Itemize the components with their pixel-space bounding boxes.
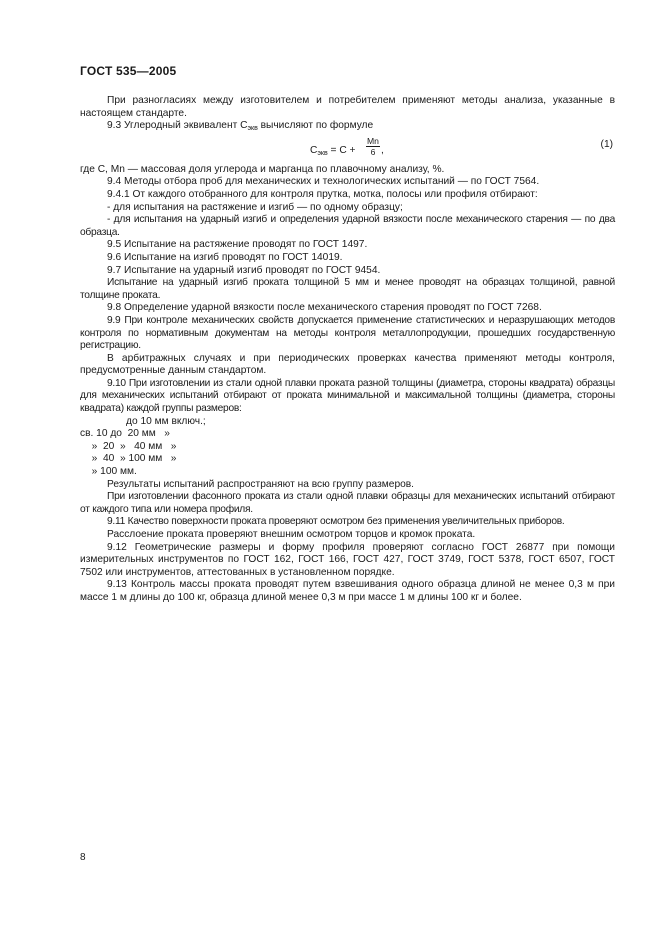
formula-symbol: С bbox=[310, 144, 318, 156]
formula-denominator: 6 bbox=[370, 146, 376, 157]
paragraph: где С, Mn — массовая доля углерода и марганца по плавочному анализу, %. bbox=[80, 163, 445, 175]
paragraph-9-12: 9.12 Геометрические размеры и форму профиля проверяют согласно ГОСТ 26877 при помощи измерительных инструментов по ГОСТ 162, ГОСТ 166, ГОСТ 427, ГОСТ 3749, ГОСТ 5378, ГОСТ 6507, ГОСТ 7502 или инструментов, аттестованных в установленном порядке. bbox=[80, 541, 615, 578]
paragraph-9-4: 9.4 Методы отбора проб для механических и технологических испытаний — по ГОСТ 7564. bbox=[107, 176, 540, 188]
size-group: до 10 мм включ.; bbox=[126, 415, 206, 427]
paragraph-9-5: 9.5 Испытание на растяжение проводят по ГОСТ 1497. bbox=[107, 239, 368, 251]
paragraph: В арбитражных случаях и при периодических проверках качества применяют методы контроля, предусмотренные данным стандартом. bbox=[80, 352, 615, 377]
text-span: вычисляют по формуле bbox=[257, 120, 374, 132]
paragraph-9-9: 9.9 При контроле механических свойств допускается применение статистических и неразрушающих методов контроля по нормативным документам на методы контроля металлопродукции, прошедших государственную регистрацию. bbox=[80, 314, 615, 352]
paragraph-9-7: 9.7 Испытание на ударный изгиб проводят по ГОСТ 9454. bbox=[107, 264, 381, 276]
size-group: » 40 » 100 мм » bbox=[86, 453, 177, 465]
document-header: ГОСТ 535—2005 bbox=[80, 64, 177, 78]
formula-1 bbox=[80, 136, 615, 164]
paragraph-9-10: 9.10 При изготовлении из стали одной плавки проката разной толщины (диаметра, стороны квадрата) образцы для механических испытаний отбирают от проката минимальной и максимальной толщины (диаметра, стороны квадрата) каждой группы размеров: bbox=[80, 377, 615, 415]
formula-subscript: экв bbox=[317, 149, 328, 157]
formula-number: (1) bbox=[600, 138, 613, 150]
size-group-list bbox=[80, 416, 615, 479]
formula-numerator: Mn bbox=[367, 135, 379, 146]
subscript: экв bbox=[247, 125, 258, 133]
paragraph: Расслоение проката проверяют внешним осмотром торцов и кромок проката. bbox=[107, 529, 476, 540]
paragraph-9-3 bbox=[80, 120, 615, 136]
paragraph: Испытание на ударный изгиб проката толщиной 5 мм и менее проводят на образцах толщиной, равной толщине проката. bbox=[80, 277, 615, 301]
formula-comma: , bbox=[381, 144, 384, 156]
paragraph-9-13: 9.13 Контроль массы проката проводят путем взвешивания одного образца длиной не менее 0,3 м при массе 1 м длины до 100 кг, образца длиной менее 0,3 м при массе 1 м длины 100 кг и более. bbox=[80, 579, 615, 603]
formula-equals: = С + bbox=[327, 144, 359, 156]
size-group: » 20 » 40 мм » bbox=[86, 440, 177, 452]
paragraph-9-8: 9.8 Определение ударной вязкости после механического старения проводят по ГОСТ 7268. bbox=[107, 302, 542, 314]
paragraph: Результаты испытаний распространяют на всю группу размеров. bbox=[107, 478, 415, 490]
page-number: 8 bbox=[80, 852, 86, 863]
list-item: - для испытания на растяжение и изгиб — по одному образцу; bbox=[107, 201, 403, 213]
size-group: св. 10 до 20 мм » bbox=[80, 428, 170, 440]
document-body bbox=[80, 95, 615, 605]
list-item: - для испытания на ударный изгиб и определения ударной вязкости после механического старения — по два образца. bbox=[80, 214, 615, 238]
formula-lhs bbox=[310, 145, 358, 161]
paragraph: При изготовлении фасонного проката из стали одной плавки образцы для механических испытаний отбирают от каждого типа или номера профиля. bbox=[80, 491, 615, 515]
formula-fraction bbox=[366, 136, 380, 157]
size-group: » 100 мм. bbox=[86, 466, 137, 478]
paragraph-9-4-1: 9.4.1 От каждого отобранного для контроля прутка, мотка, полосы или профиля отбирают: bbox=[107, 188, 538, 200]
paragraph-9-11: 9.11 Качество поверхности проката проверяют осмотром без применения увеличительных приборов. bbox=[107, 516, 565, 528]
paragraph-9-6: 9.6 Испытание на изгиб проводят по ГОСТ 14019. bbox=[107, 251, 343, 263]
text-span: 9.3 Углеродный эквивалент С bbox=[107, 120, 248, 132]
paragraph: При разногласиях между изготовителем и потребителем применяют методы анализа, указанные в настоящем стандарте. bbox=[80, 95, 615, 119]
